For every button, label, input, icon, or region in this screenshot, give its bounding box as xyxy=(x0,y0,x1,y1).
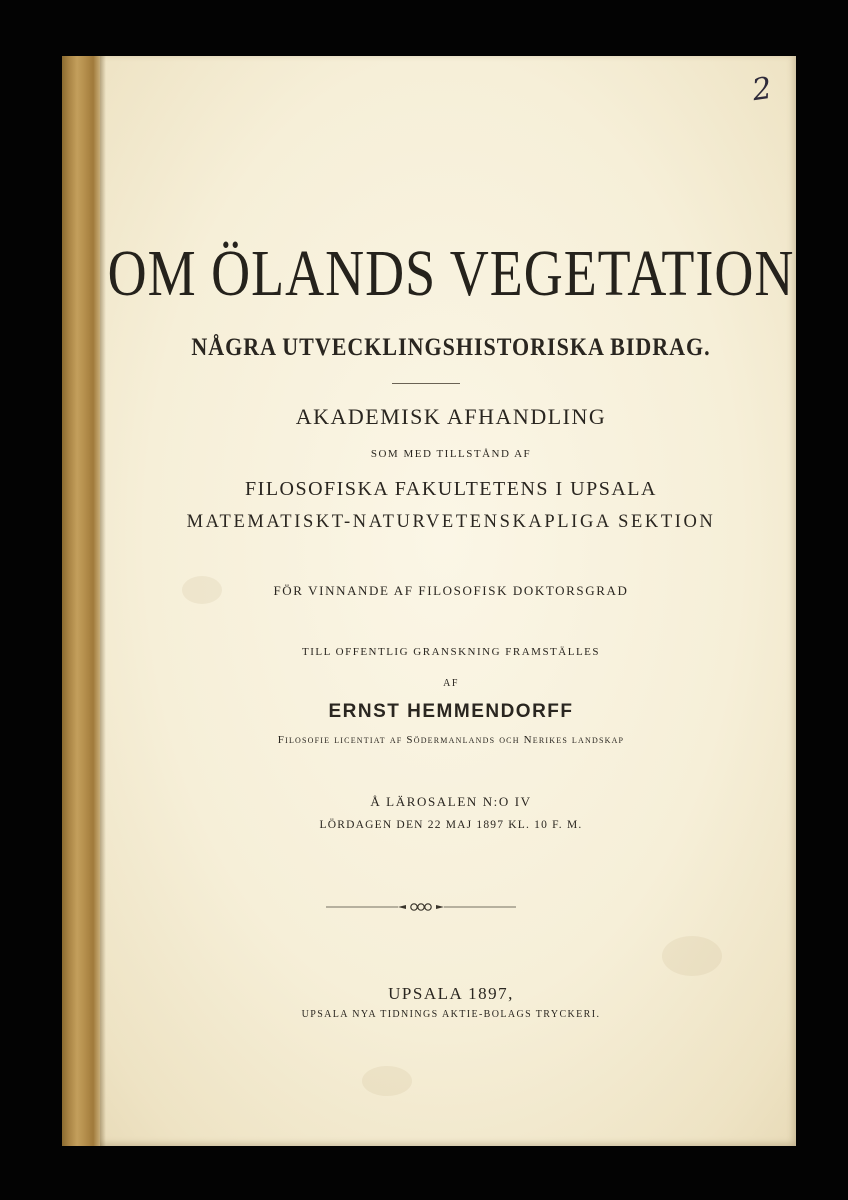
author-title: Filosofie licentiat af Södermanlands och Nerikes landskap xyxy=(277,734,625,746)
section-line: MATEMATISKT-NATURVETENSKAPLIGA SEKTION xyxy=(186,512,716,532)
spine-shadow xyxy=(100,56,106,1146)
degree-purpose-line: FÖR VINNANDE AF FILOSOFISK DOKTORSGRAD xyxy=(273,583,629,598)
permission-line: SOM MED TILLSTÅND AF xyxy=(370,448,532,460)
title-page xyxy=(62,56,796,1146)
by-line: AF xyxy=(443,678,459,689)
divider-rule xyxy=(392,383,460,384)
dissertation-heading: AKADEMISK AFHANDLING xyxy=(295,404,607,429)
examination-line: TILL OFFENTLIG GRANSKNING FRAMSTÄLLES xyxy=(301,646,600,658)
imprint-printer: UPSALA NYA TIDNINGS AKTIE-BOLAGS TRYCKERI. xyxy=(301,1009,601,1020)
handwritten-page-number: 2 xyxy=(750,70,774,109)
date-line: LÖRDAGEN DEN 22 MAJ 1897 KL. 10 F. M. xyxy=(319,819,583,831)
paper-stain xyxy=(362,1066,412,1096)
faculty-line: FILOSOFISKA FAKULTETENS I UPSALA xyxy=(245,478,657,500)
book-title: OM ÖLANDS VEGETATION xyxy=(107,236,795,310)
ornament-divider xyxy=(326,899,516,915)
paper-stain xyxy=(662,936,722,976)
imprint-city-year: UPSALA 1897, xyxy=(388,984,514,1003)
venue-line: Å LÄROSALEN N:O IV xyxy=(370,794,532,809)
book-spine xyxy=(62,56,100,1146)
author-name: ERNST HEMMENDORFF xyxy=(328,701,574,722)
book-subtitle: NÅGRA UTVECKLINGSHISTORISKA BIDRAG. xyxy=(191,332,711,361)
